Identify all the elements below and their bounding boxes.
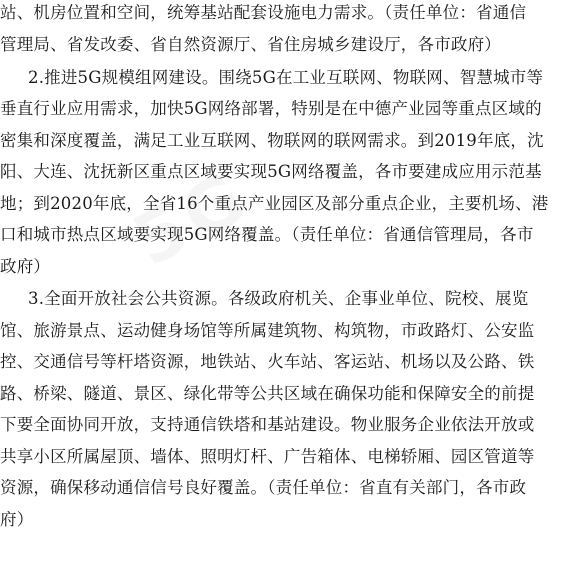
watermark: 5G (120, 154, 263, 283)
text-line: 府） (0, 510, 34, 529)
text-line: 3.全面开放社会公共资源。各级政府机关、企事业单位、院校、展览 (28, 289, 529, 308)
text-line: 垂直行业应用需求，加快5G网络部署，特别是在中德产业园等重点区域的 (0, 99, 542, 118)
text-line: 口和城市热点区域要实现5G网络覆盖。（责任单位：省通信管理局，各市 (0, 225, 534, 244)
text-line: 政府） (0, 257, 51, 276)
text-line: 站、机房位置和空间，统筹基站配套设施电力需求。（责任单位：省通信 (0, 3, 527, 22)
text-line: 下要全面协同开放，支持通信铁塔和基站建设。物业服务企业依法开放或 (0, 415, 535, 434)
text-line: 阳、大连、沈抚新区重点区域要实现5G网络覆盖，各市要建成应用示范基 (0, 162, 542, 181)
text-line: 控、交通信号等杆塔资源，地铁站、火车站、客运站、机场以及公路、铁 (0, 352, 535, 371)
text-line: 密集和深度覆盖，满足工业互联网、物联网的联网需求。到2019年底，沈 (0, 131, 544, 150)
text-line: 地；到2020年底，全省16个重点产业园区及部分重点企业，主要机场、港 (0, 194, 549, 213)
text-line: 2.推进5G规模组网建设。围绕5G在工业互联网、物联网、智慧城市等 (28, 68, 544, 87)
text-line: 管理局、省发改委、省自然资源厅、省住房城乡建设厅，各市政府） (0, 35, 501, 54)
text-line: 路、桥梁、隧道、景区、绿化带等公共区域在确保功能和保障安全的前提 (0, 384, 535, 403)
text-line: 资源，确保移动通信信号良好覆盖。（责任单位：省直有关部门，各市政 (0, 478, 527, 497)
text-line: 馆、旅游景点、运动健身场馆等所属建筑物、构筑物，市政路灯、公安监 (0, 321, 535, 340)
text-line: 共享小区所属屋顶、墙体、照明灯杆、广告箱体、电梯轿厢、园区管道等 (0, 447, 535, 466)
